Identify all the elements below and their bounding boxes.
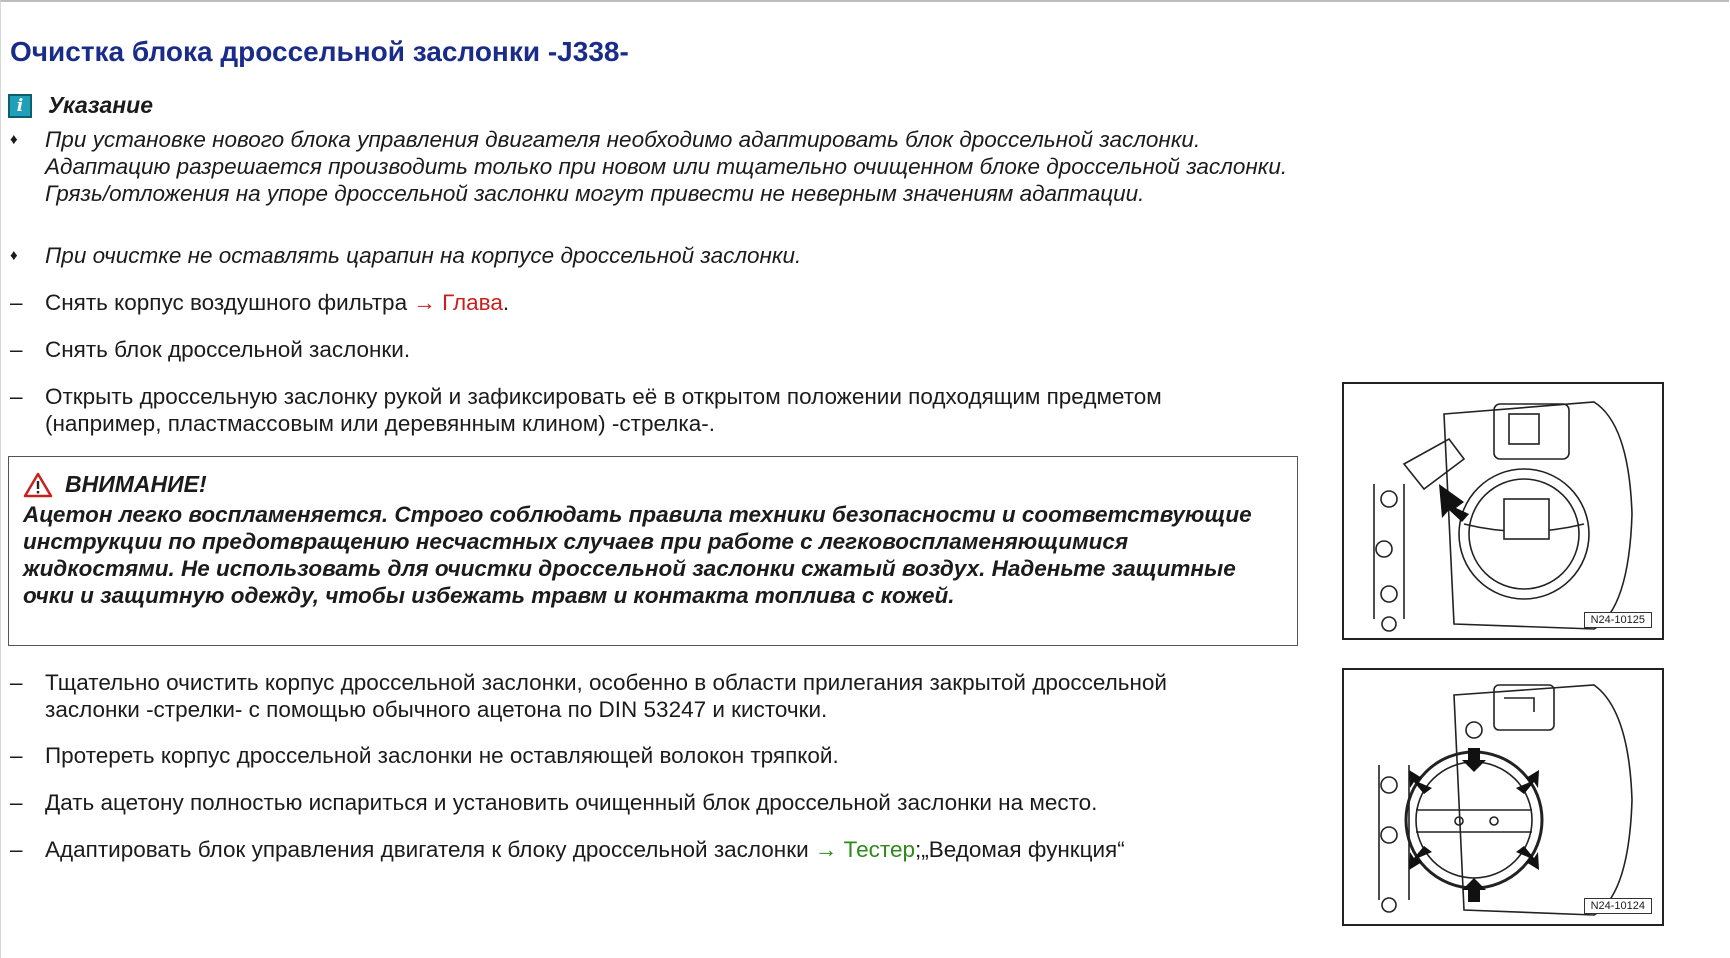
figure-label: N24-10125 — [1584, 612, 1652, 628]
step-text-end: . — [502, 290, 510, 315]
dash-marker: – — [10, 670, 23, 695]
chapter-link[interactable]: → Глава — [413, 290, 503, 315]
step-item — [0, 789, 1290, 816]
bullet-marker: ♦ — [10, 247, 18, 264]
step-text: Адаптировать блок управления двигателя к блоку дроссельной заслонки — [45, 837, 809, 862]
page-title: Очистка блока дроссельной заслонки -J338- — [10, 36, 629, 67]
warning-box — [8, 456, 1298, 646]
info-icon: i — [8, 94, 32, 118]
note-header — [8, 92, 153, 119]
note-item-text: При установке нового блока управления двигателя необходимо адаптировать блок дроссельной заслонки. Адаптацию разрешается производить только при новом или тщательно очищенном блоке дроссельной заслонки. Грязь/отложения на упоре дроссельной заслонки могут привести не неверным значениям адаптации. — [45, 127, 1288, 206]
dash-marker: – — [10, 743, 23, 768]
step-item — [0, 836, 1290, 863]
step-text: Тщательно очистить корпус дроссельной заслонки, особенно в области прилегания закрытой дроссельной заслонки -стрелки- с помощью обычного ацетона по DIN 53247 и кисточки. — [45, 670, 1168, 722]
bullet-marker: ♦ — [10, 131, 18, 148]
figure-label: N24-10124 — [1584, 898, 1652, 914]
figure-throttle-closed — [1342, 668, 1664, 926]
dash-marker: – — [10, 837, 23, 862]
note-item-text: При очистке не оставлять царапин на корпусе дроссельной заслонки. — [45, 243, 802, 268]
dash-marker: – — [10, 790, 23, 815]
note-label: Указание — [48, 92, 153, 118]
step-item — [0, 383, 1240, 437]
figure-throttle-open — [1342, 382, 1664, 640]
throttle-body-illustration — [1344, 670, 1662, 924]
step-item — [0, 289, 1290, 316]
dash-marker: – — [10, 337, 23, 362]
step-text: Открыть дроссельную заслонку рукой и зафиксировать её в открытом положении подходящим предметом (например, пластмассовым или деревянным клином) -стрелка-. — [45, 384, 1162, 436]
warning-text: Ацетон легко воспламеняется. Строго соблюдать правила техники безопасности и соответствующие инструкции по предотвращению несчастных случаев при работе с легковоспламеняющимися жидкостями. Не использовать для очистки дроссельной заслонки сжатый воздух. Наденьте защитные очки и защитную одежду, чтобы избежать травм и контакта топлива с кожей. — [23, 502, 1252, 608]
step-item — [0, 336, 1290, 363]
step-item — [0, 669, 1240, 723]
throttle-body-illustration — [1344, 384, 1662, 638]
step-item — [0, 742, 1290, 769]
dash-marker: – — [10, 290, 23, 315]
tester-link[interactable]: → Тестер — [814, 837, 915, 862]
note-item — [0, 242, 1290, 269]
step-text: Протереть корпус дроссельной заслонки не оставляющей волокон тряпкой. — [45, 743, 839, 768]
dash-marker: – — [10, 384, 23, 409]
note-item — [0, 126, 1290, 207]
step-text: Дать ацетону полностью испариться и установить очищенный блок дроссельной заслонки на место. — [45, 790, 1098, 815]
step-text-end: ;„Ведомая функция“ — [914, 837, 1125, 862]
step-text: Снять корпус воздушного фильтра — [45, 290, 408, 315]
warning-triangle-icon — [23, 472, 53, 498]
step-text: Снять блок дроссельной заслонки. — [45, 337, 411, 362]
warning-label: ВНИМАНИЕ! — [65, 471, 207, 497]
